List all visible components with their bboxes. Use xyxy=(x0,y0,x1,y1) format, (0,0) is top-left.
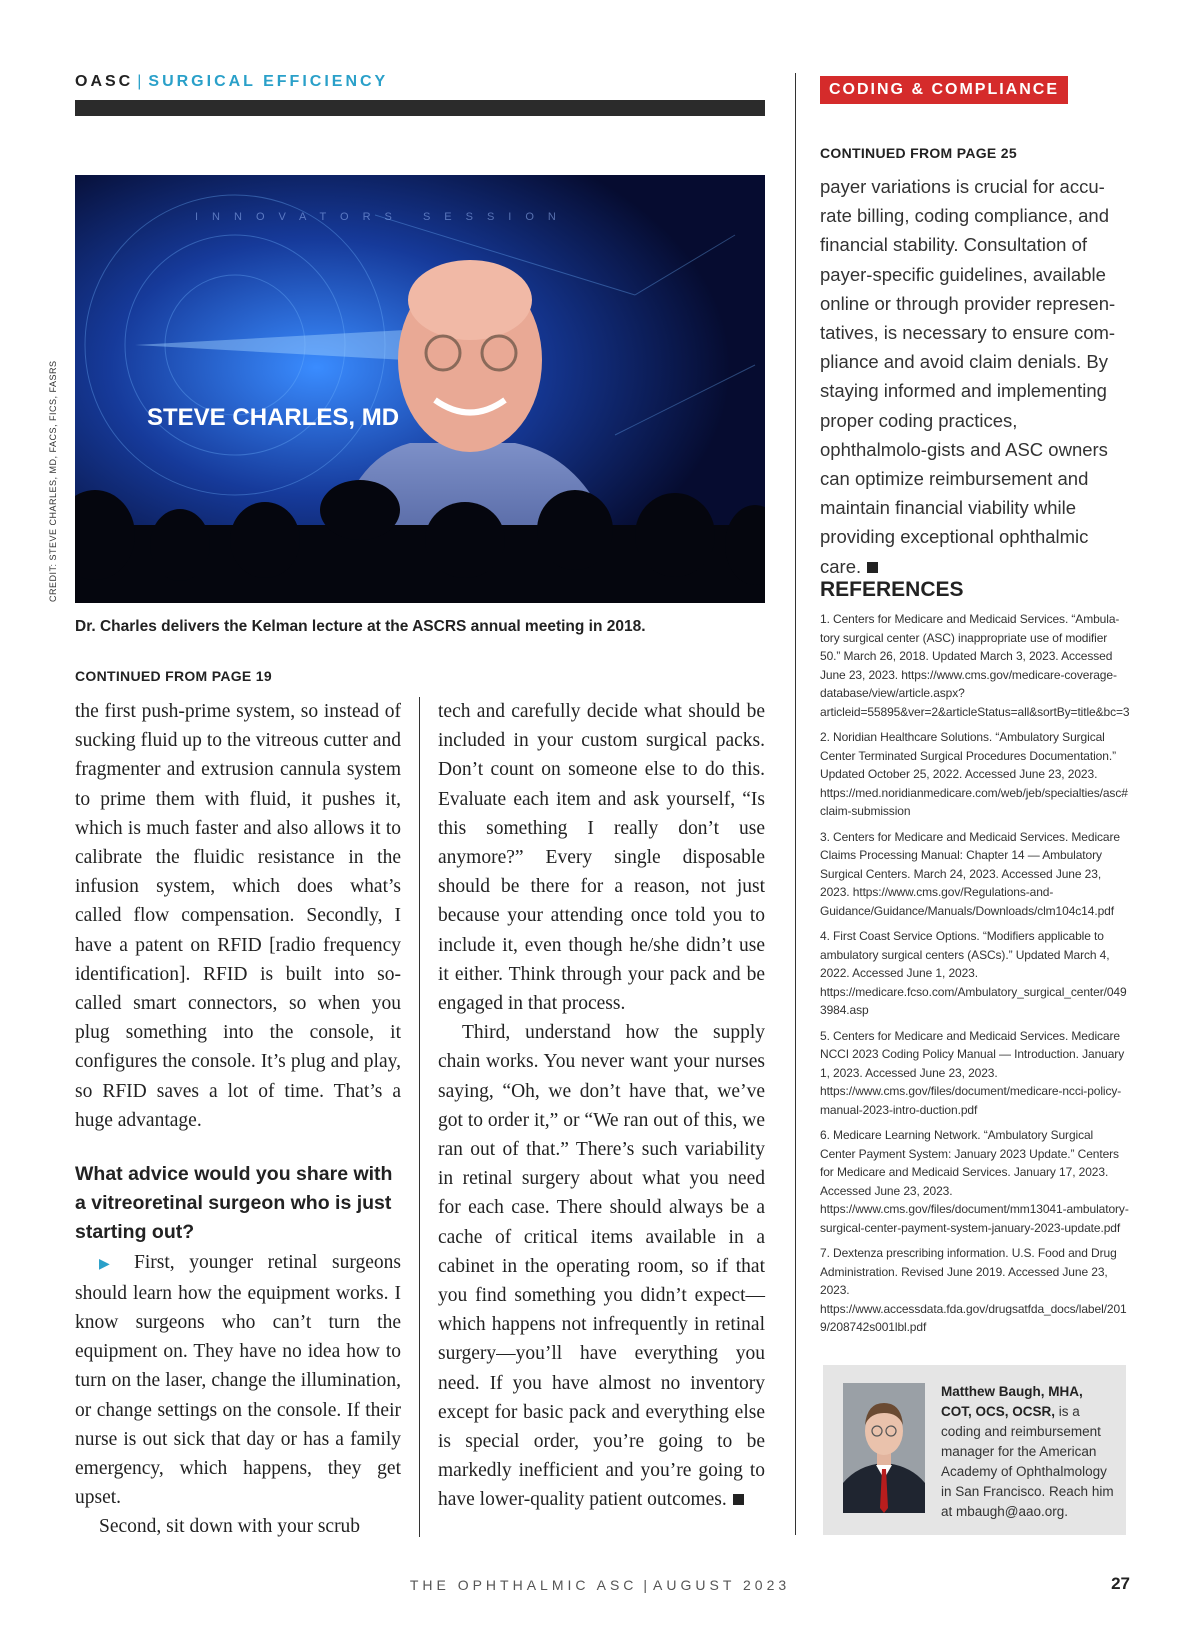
continued-label-coding: CONTINUED FROM PAGE 25 xyxy=(820,145,1017,161)
article-paragraph: the first push-prime system, so instead of sucking fluid up to the vitreous cutter and fragmenter and extrusion cannula system to prime them with fluid, it pushes it, which is much faster and also allows it to calibrate the fluidic resistance in the infusion system, which does what’s called flow compensation. Secondly, I have a patent on RFID [radio frequency identification]. RFID is built into so-called smart connectors, so when you plug something into the console, it configures the console. It’s plug and play, so RFID saves a lot of time. That’s a huge advantage. xyxy=(75,701,401,1131)
photo-credit: CREDIT: STEVE CHARLES, MD, FACS, FICS, FASRS xyxy=(48,360,58,602)
triangle-bullet-icon: ▶ xyxy=(99,1256,120,1272)
column-rule xyxy=(419,697,420,1537)
article-column-2 xyxy=(438,697,765,1515)
footer-separator: | xyxy=(643,1577,648,1593)
article-column-1 xyxy=(75,697,401,1542)
reference-item: 6. Medicare Learning Network. “Ambulatory Surgical Center Payment System: January 2023 Update.” Centers for Medicare and Medicaid Services. January 17, 2023. Accessed June 23, 2023. https://www.cms.gov/files/document/mm13041-ambulatory-surgical-center-payment-system-january-2023-update.pdf xyxy=(820,1128,1129,1235)
author-bio xyxy=(941,1382,1117,1522)
screen-name-text: STEVE CHARLES, MD xyxy=(147,404,400,431)
coding-paragraph: payer variations is crucial for accu-rate billing, coding compliance, and financial stability. Consultation of payer-specific guidelines, available online or through provider represen-tatives, is necessary to ensure com-pliance and avoid claim denials. By staying informed and implementing proper coding practices, ophthalmolo-gists and ASC owners can optimize reimbursement and maintain financial viability while providing exceptional ophthalmic care. xyxy=(820,176,1116,577)
running-header xyxy=(75,73,388,91)
author-name: Matthew Baugh, MHA, COT, OCS, OCSR, xyxy=(941,1384,1083,1419)
article-paragraph-text: First, younger retinal surgeons should learn how the equipment works. I know surgeons who can’t turn the equipment on. They have no idea how to turn on the laser, change the illumination, or change settings on the console. If their nurse is out sick that day or has a family emergency, which happens, they get upset. xyxy=(75,1251,401,1509)
reference-item: 3. Centers for Medicare and Medicaid Services. Medicare Claims Processing Manual: Chapter 14 — Ambulatory Surgical Centers. March 24, 2023. Accessed June 23, 2023. https://www.cms.gov/Regulations-and-Guidance/Guidance/Manuals/Downloads/clm104c14.pdf xyxy=(820,829,1120,918)
article-paragraph-text: Third, understand how the supply chain works. You never want your nurses saying, “Oh, we don’t have that, we’ve got to order it,” or “We ran out of this, we ran out of that.” There’s such variability in retinal surgery about what you need for each case. There should always be a cache of critical items available in a cabinet in the operating room, so if that you find something you didn’t expect—which happens not infrequently in retinal surgery—you’ll have everything you need. If you have almost no inventory except for basic pack and everything else is special order, you’re going to be markedly inefficient and you’re going to have lower-quality patient outcomes. xyxy=(438,1022,765,1511)
article-paragraph: tech and carefully decide what should be included in your custom surgical packs. Don’t count on someone else to do this. Evaluate each item and ask yourself, “Is this something I really don’t use anymore?” Every single disposable should be there for a reason, not just because your attending once told you to include it, even though he/she didn’t use it either. Think through your pack and be engaged in that process. xyxy=(438,701,765,1015)
reference-item: 4. First Coast Service Options. “Modifiers applicable to ambulatory surgical centers (ASCs).” Updated March 4, 2022. Accessed June 1, 2023. https://medicare.fcso.com/Ambulatory_surgical_center/0493984.asp xyxy=(820,929,1127,1017)
references-list xyxy=(820,610,1130,1344)
footer-issue: AUGUST 2023 xyxy=(653,1577,791,1593)
column-divider xyxy=(795,73,796,1535)
lecture-photo-illustration xyxy=(75,175,765,603)
reference-item: 1. Centers for Medicare and Medicaid Services. “Ambula-tory surgical center (ASC) inappropriate use of modifier 50.” March 26, 2018. Updated March 3, 2023. Accessed June 23, 2023. https://www.cms.gov/medicare-coverage-database/view/article.aspx?articleid=55895&ver=2&articleStatus=all&sortBy=title&bc=3 xyxy=(820,612,1130,719)
page-number: 27 xyxy=(1111,1574,1130,1593)
lecture-photo xyxy=(75,175,765,603)
article-paragraph: Second, sit down with your scrub xyxy=(99,1516,361,1538)
screen-banner-text: INNOVATORS SESSION xyxy=(195,211,570,223)
coding-article-text xyxy=(820,172,1120,581)
reference-item: 2. Noridian Healthcare Solutions. “Ambulatory Surgical Center Terminated Surgical Procedures Documentation.” Updated October 25, 2022. Accessed June 23, 2023. https://med.noridianmedicare.com/web/jeb/specialties/asc#claim-submission xyxy=(820,730,1128,818)
header-rule xyxy=(75,100,765,116)
references-heading: REFERENCES xyxy=(820,578,964,601)
photo-caption: Dr. Charles delivers the Kelman lecture at the ASCRS annual meeting in 2018. xyxy=(75,618,646,635)
footer-publication: THE OPHTHALMIC ASC xyxy=(409,1577,638,1593)
end-mark-icon xyxy=(867,562,878,573)
page-footer xyxy=(0,1577,1200,1593)
reference-item: 5. Centers for Medicare and Medicaid Services. Medicare NCCI 2023 Coding Policy Manual — Introduction. January 1, 2023. Accessed June 23, 2023. https://www.cms.gov/files/document/medicare-ncci-policy-manual-2023-intro-duction.pdf xyxy=(820,1028,1125,1117)
continued-label-article: CONTINUED FROM PAGE 19 xyxy=(75,668,272,684)
author-description: is a coding and reimbursement manager for the American Academy of Ophthalmology in San Francisco. Reach him at mbaugh@aao.org. xyxy=(941,1404,1114,1519)
header-separator: | xyxy=(137,73,145,90)
interview-question: What advice would you share with a vitreoretinal surgeon who is just starting out? xyxy=(75,1163,393,1244)
header-brand: OASC xyxy=(75,73,134,90)
article-paragraph xyxy=(438,1018,765,1514)
section-tag: CODING & COMPLIANCE xyxy=(820,76,1068,104)
avatar xyxy=(843,1383,925,1513)
header-section: SURGICAL EFFICIENCY xyxy=(148,73,389,90)
reference-item: 7. Dextenza prescribing information. U.S. Food and Drug Administration. Revised June 2019. Accessed June 23, 2023. https://www.accessdata.fda.gov/drugsatfda_docs/label/2019/208742s001lbl.pdf xyxy=(820,1246,1127,1334)
end-mark-icon xyxy=(733,1494,744,1505)
article-paragraph xyxy=(75,1248,401,1513)
author-portrait xyxy=(843,1383,925,1513)
